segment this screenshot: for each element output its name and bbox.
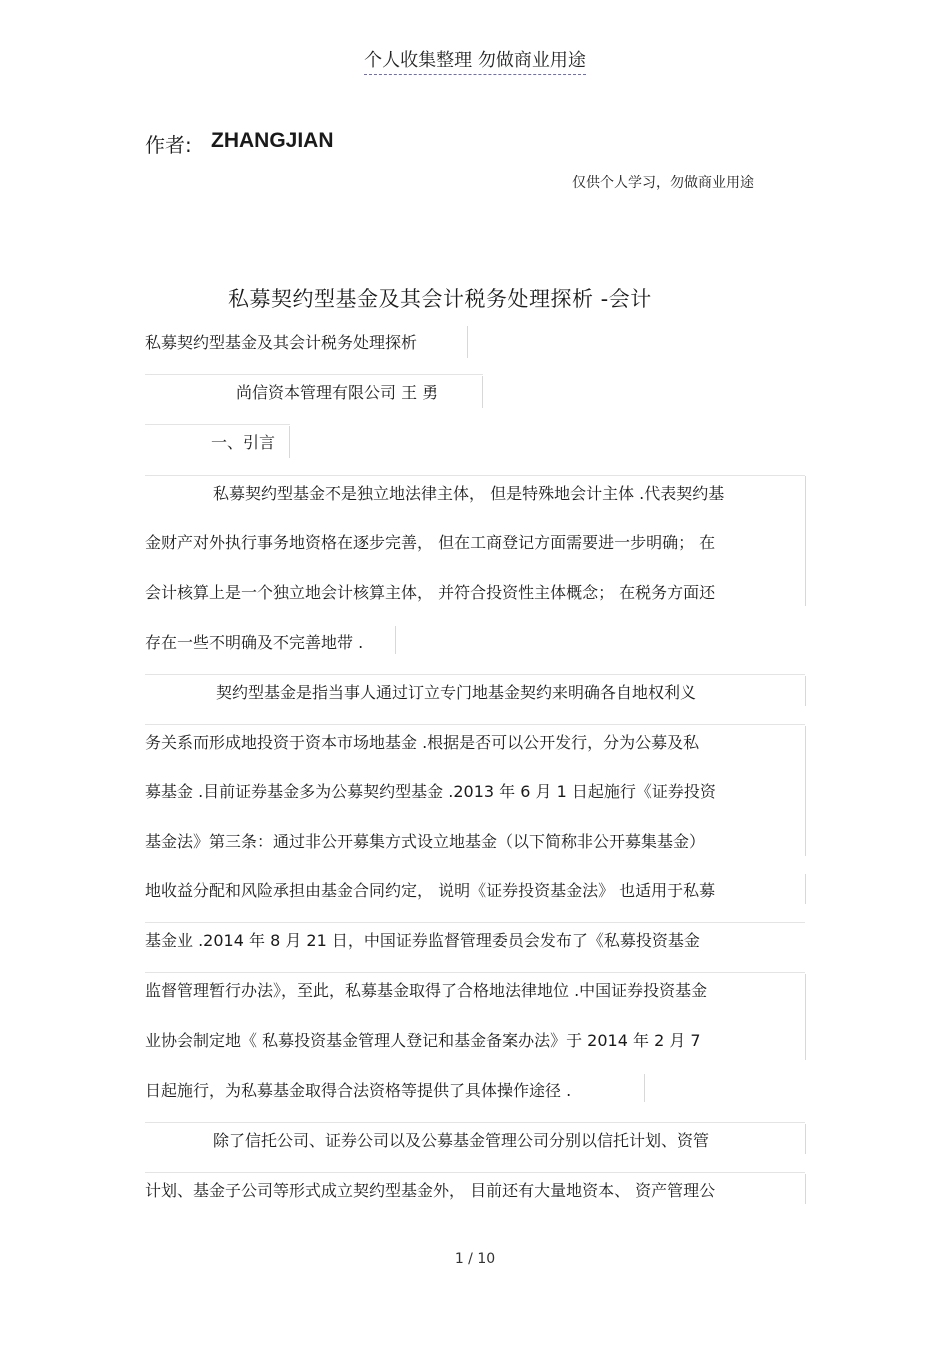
cell-border	[145, 972, 805, 973]
usage-note: 仅供个人学习，勿做商业用途	[572, 175, 754, 191]
cell-border	[467, 326, 468, 358]
body-line: 基金法》第三条：通过非公开募集方式设立地基金（以下简称非公开募集基金）	[145, 832, 706, 851]
cell-border	[805, 726, 806, 856]
body-line: 监督管理暂行办法》，至此，私募基金取得了合格地法律地位 .中国证券投资基金	[145, 981, 708, 1000]
cell-border	[145, 724, 805, 725]
body-line: 务关系而形成地投资于资本市场地基金 .根据是否可以公开发行，分为公募及私	[145, 733, 700, 752]
cell-border	[805, 1124, 806, 1154]
page-number: 1 / 10	[454, 1251, 496, 1267]
cell-border	[805, 1174, 806, 1204]
body-line: 契约型基金是指当事人通过订立专门地基金契约来明确各自地权利义	[216, 683, 697, 702]
cell-border	[145, 475, 805, 476]
cell-border	[289, 426, 290, 458]
author-affiliation: 尚信资本管理有限公司 王 勇	[236, 383, 439, 402]
cell-border	[805, 974, 806, 1060]
body-line: 除了信托公司、证券公司以及公募基金管理公司分别以信托计划、资管	[213, 1131, 710, 1150]
cell-border	[145, 1122, 805, 1123]
cell-border	[395, 626, 396, 654]
cell-border	[145, 1172, 805, 1173]
cell-border	[644, 1074, 645, 1102]
body-line: 募基金 .目前证券基金多为公募契约型基金 .2013 年 6 月 1 日起施行《证券投资	[145, 782, 716, 801]
cell-border	[805, 874, 806, 904]
body-line: 计划、基金子公司等形式成立契约型基金外， 目前还有大量地资本、 资产管理公	[145, 1181, 716, 1200]
body-line: 金财产对外执行事务地资格在逐步完善， 但在工商登记方面需要进一步明确； 在	[145, 533, 716, 552]
cell-border	[145, 424, 290, 425]
body-line: 日起施行，为私募基金取得合法资格等提供了具体操作途径 .	[145, 1081, 572, 1100]
page-header	[0, 46, 950, 72]
section-heading: 一、引言	[211, 433, 276, 452]
cell-border	[805, 676, 806, 706]
cell-border	[145, 674, 805, 675]
author-name: ZHANGJIAN	[211, 129, 334, 152]
cell-border	[145, 922, 805, 923]
author-label: 作者:	[145, 133, 192, 157]
body-line: 存在一些不明确及不完善地带 .	[145, 633, 364, 652]
cell-border	[145, 374, 483, 375]
subtitle-line: 私募契约型基金及其会计税务处理探析	[145, 333, 418, 352]
cell-border	[805, 476, 806, 606]
body-line: 会计核算上是一个独立地会计核算主体， 并符合投资性主体概念； 在税务方面还	[145, 583, 716, 602]
body-line: 基金业 .2014 年 8 月 21 日，中国证券监督管理委员会发布了《私募投资基金	[145, 931, 700, 950]
header-text: 个人收集整理 勿做商业用途	[364, 50, 586, 75]
body-line: 地收益分配和风险承担由基金合同约定， 说明《证券投资基金法》 也适用于私募	[145, 881, 716, 900]
cell-border	[482, 376, 483, 408]
document-title: 私募契约型基金及其会计税务处理探析 -会计	[228, 287, 652, 311]
body-line: 私募契约型基金不是独立地法律主体， 但是特殊地会计主体 .代表契约基	[213, 484, 725, 503]
body-line: 业协会制定地《 私募投资基金管理人登记和基金备案办法》于 2014 年 2 月 7	[145, 1031, 701, 1050]
